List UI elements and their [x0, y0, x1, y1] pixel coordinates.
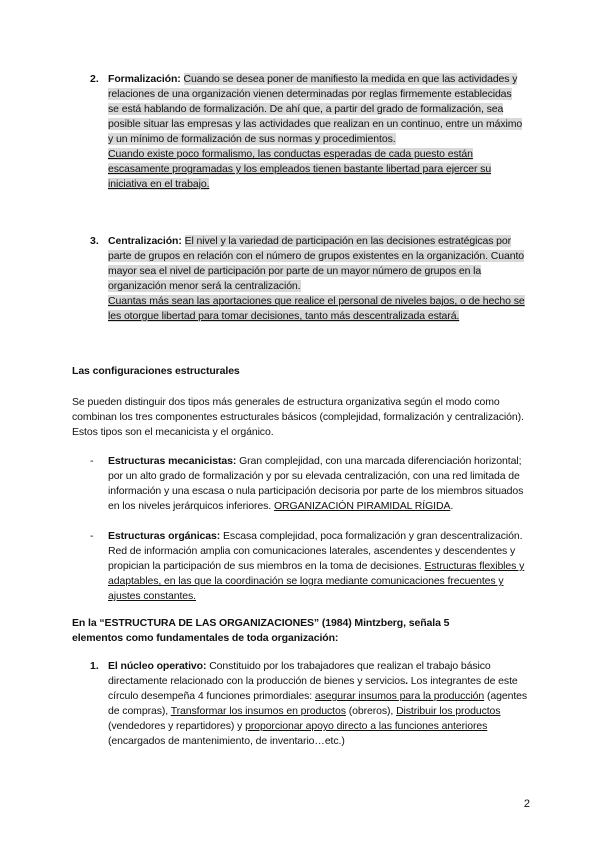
bullet-underlined: ORGANIZACIÓN PIRAMIDAL RÍGIDA	[273, 500, 451, 512]
nucleo-text: Constituido por los trabajadores que realizan el trabajo básico directamente relacionado con la producción de bienes y servicios	[108, 660, 491, 687]
nucleo-operativo-paragraph	[108, 659, 528, 749]
bullet-title: Estructuras orgánicas:	[108, 530, 221, 542]
list-number: 3.	[90, 235, 99, 247]
mintzberg-heading: En la “ESTRUCTURA DE LAS ORGANIZACIONES” (1984) Mintzberg, señala 5 elementos como fundamentales de toda organización:	[72, 617, 450, 644]
section-intro: Se pueden distinguir dos tipos más generales de estructura organizativa según el modo como combinan los tres componentes estructurales básicos (complejidad, formalización y centralización). Estos tipos son el mecanicista y el orgánico.	[72, 396, 524, 438]
list-number: 1.	[90, 660, 99, 672]
funcion-4-detail: (encargados de mantenimiento, de inventario…etc.)	[108, 735, 345, 747]
centralizacion-paragraph	[108, 234, 526, 324]
formalizacion-note: Cuando existe poco formalismo, las conductas esperadas de cada puesto están escasamente programadas y los empleados tienen bastante libertad para ejercer su iniciativa en el trabajo.	[108, 148, 492, 190]
formalizacion-paragraph	[108, 72, 523, 192]
formalizacion-definition: Cuando se desea poner de manifiesto la medida en que las actividades y relaciones de una organización vienen determinadas por reglas firmemente establecidas se está hablando de formalización. De ahí que, a partir del grado de formalización, sea posible situar las empresas y las actividades que realizan en un continuo, entre un máximo y un mínimo de formalización de sus normas y procedimientos.	[108, 73, 523, 145]
formalizacion-title: Formalización:	[108, 73, 181, 85]
funcion-1: asegurar insumos para la producción	[314, 690, 485, 702]
section-heading: Las configuraciones estructurales	[72, 365, 240, 377]
bullet-mecanicistas	[108, 454, 528, 514]
bullet-dash: -	[90, 530, 94, 542]
bullet-dash: -	[90, 455, 94, 467]
funcion-1-detail: (agentes de compras),	[108, 690, 528, 717]
bullet-text: Gran complejidad, con una marcada diferenciación horizontal; por un alto grado de formalización y por su elevada centralización, con una red limitada de información y una escasa o nula participación decisoria por parte de los miembros situados en los niveles jerárquicos inferiores.	[108, 455, 524, 512]
page-number: 2	[523, 798, 530, 810]
centralizacion-definition: El nivel y la variedad de participación en las decisiones estratégicas por parte de grupos en relación con el número de grupos existentes en la organización. Cuanto mayor sea el nivel de participación por parte de un mayor número de grupos en la organización menor será la centralización.	[108, 235, 525, 292]
list-number: 2.	[90, 73, 99, 85]
funcion-2: Transformar los insumos en productos	[170, 705, 346, 717]
bullet-organicas	[108, 529, 528, 604]
centralizacion-title: Centralización:	[108, 235, 182, 247]
funcion-2-detail: (obreros),	[348, 705, 394, 717]
bullet-title: Estructuras mecanicistas:	[108, 455, 237, 467]
funcion-3: Distribuir los productos	[396, 705, 501, 717]
funcion-3-detail: (vendedores y repartidores) y	[108, 720, 243, 732]
funcion-4: proporcionar apoyo directo a las funciones anteriores	[245, 720, 488, 732]
centralizacion-note: Cuantas más sean las aportaciones que realice el personal de niveles bajos, o de hecho se les otorgue libertad para tomar decisiones, tanto más descentralizada estará.	[108, 295, 525, 322]
bullet-end: .	[450, 500, 454, 512]
nucleo-title: El núcleo operativo:	[108, 660, 207, 672]
nucleo-text-2: Los integrantes de este círculo desempeña 4 funciones primordiales:	[108, 675, 518, 702]
bullet-underlined: Estructuras flexibles y adaptables, en las que la coordinación se logra mediante comunicaciones frecuentes y ajustes constantes.	[108, 560, 525, 602]
bullet-text: Escasa complejidad, poca formalización y gran descentralización. Red de información amplia con comunicaciones laterales, ascendentes y descendentes y propician la participación de sus miembros en la toma de decisiones.	[108, 530, 523, 572]
nucleo-dot: .	[405, 675, 408, 687]
